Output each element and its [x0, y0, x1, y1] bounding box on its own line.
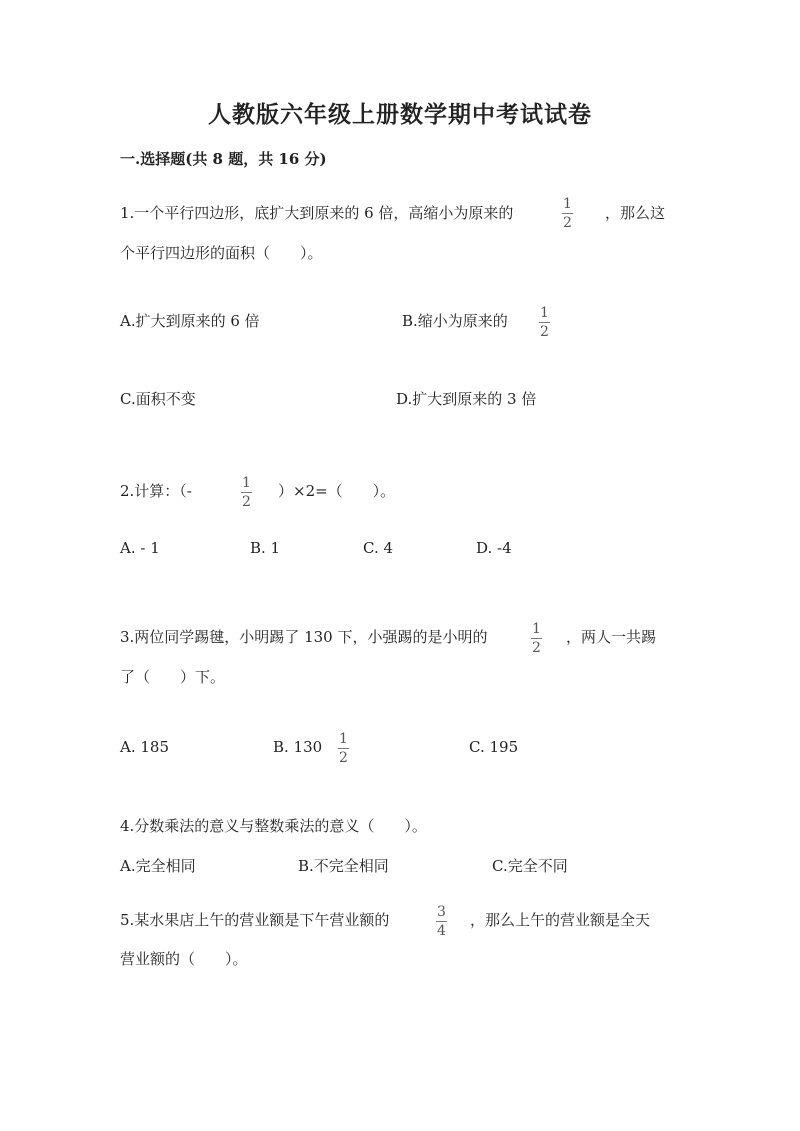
question-2-line1-tail: ）×2=（ ）。	[278, 482, 396, 500]
question-1-fraction	[561, 197, 574, 230]
fraction-bar	[241, 492, 252, 493]
question-3-line1-tail: ，两人一共踢	[566, 628, 657, 646]
option-c[interactable]: C. 4	[363, 539, 394, 557]
fraction-numerator: 1	[563, 196, 572, 212]
option-b[interactable]: B.缩小为原来的	[402, 312, 508, 330]
section-heading: 一.选择题(共 8 题，共 16 分)	[120, 150, 327, 168]
question-5-fraction	[435, 905, 448, 938]
option-b[interactable]: B. 130	[273, 738, 323, 756]
question-2-fraction	[240, 476, 253, 509]
fraction-denominator: 2	[242, 494, 251, 510]
option-a[interactable]: A.完全相同	[120, 857, 196, 875]
option-a[interactable]: A.扩大到原来的 6 倍	[120, 312, 260, 330]
option-b[interactable]: B. 1	[250, 539, 281, 557]
option-c[interactable]: C. 195	[469, 738, 519, 756]
option-d[interactable]: D. -4	[476, 539, 512, 557]
fraction-denominator: 2	[339, 750, 348, 766]
fraction-bar	[436, 921, 447, 922]
page-title: 人教版六年级上册数学期中考试试卷	[208, 101, 592, 128]
fraction-bar	[338, 748, 349, 749]
question-3-line1: 3.两位同学踢毽，小明踢了 130 下，小强踢的是小明的	[120, 628, 488, 646]
fraction-bar	[562, 213, 573, 214]
fraction-bar	[539, 322, 550, 323]
option-b[interactable]: B.不完全相同	[298, 857, 389, 875]
fraction-numerator: 1	[540, 305, 549, 321]
question-1-line2: 个平行四边形的面积（ ）。	[120, 244, 323, 262]
option-c[interactable]: C.面积不变	[120, 390, 196, 408]
fraction-denominator: 2	[563, 215, 572, 231]
question-5-line1: 5.某水果店上午的营业额是下午营业额的	[120, 911, 390, 929]
fraction-bar	[531, 638, 542, 639]
fraction-denominator: 2	[540, 324, 549, 340]
fraction-numerator: 1	[242, 475, 251, 491]
option-b-fraction	[538, 306, 551, 339]
option-b-fraction	[337, 732, 350, 765]
option-c[interactable]: C.完全不同	[492, 857, 568, 875]
option-a[interactable]: A. - 1	[120, 539, 160, 557]
fraction-numerator: 1	[339, 731, 348, 747]
question-3-fraction	[530, 622, 543, 655]
fraction-denominator: 2	[532, 640, 541, 656]
fraction-numerator: 1	[532, 621, 541, 637]
fraction-numerator: 3	[437, 904, 446, 920]
option-d[interactable]: D.扩大到原来的 3 倍	[396, 390, 537, 408]
question-2-line1: 2.计算：（-	[120, 482, 192, 500]
option-a[interactable]: A. 185	[120, 738, 169, 756]
question-5-line2: 营业额的（ ）。	[120, 950, 248, 968]
question-4-line1: 4.分数乘法的意义与整数乘法的意义（ ）。	[120, 817, 427, 835]
question-3-line2: 了（ ）下。	[120, 668, 226, 686]
question-1-line1-tail: ，那么这	[605, 204, 666, 222]
question-5-line1-tail: ，那么上午的营业额是全天	[470, 911, 651, 929]
fraction-denominator: 4	[437, 923, 446, 939]
question-1-line1: 1.一个平行四边形，底扩大到原来的 6 倍，高缩小为原来的	[120, 204, 514, 222]
